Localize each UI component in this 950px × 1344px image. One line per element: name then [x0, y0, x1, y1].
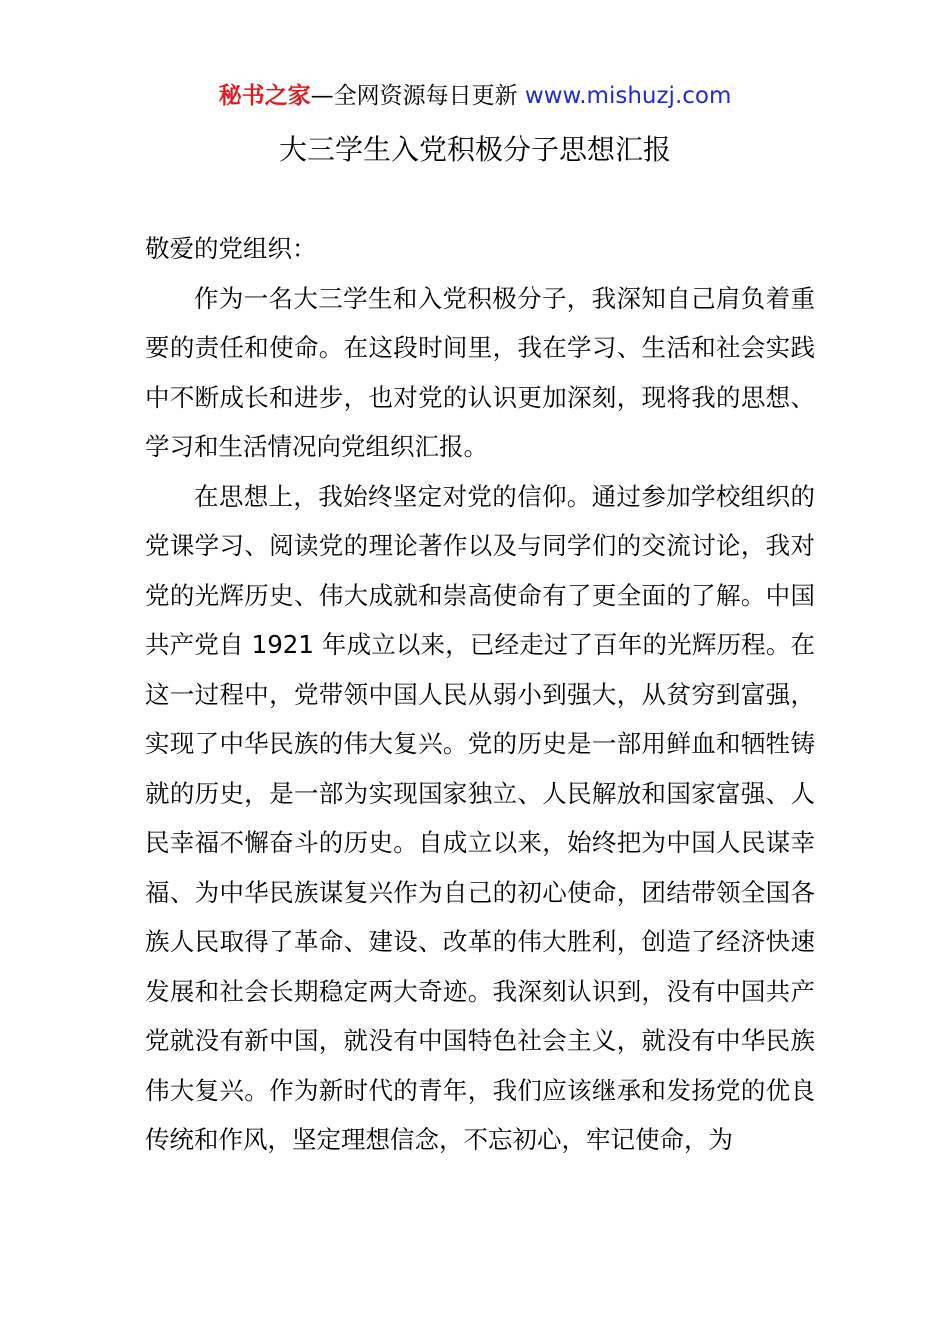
paragraph: 作为一名大三学生和入党积极分子，我深知自己肩负着重要的责任和使命。在这段时间里，我在学习、生活和社会实践中不断成长和进步，也对党的认识更加深刻，现将我的思想、学习和生活情况向党组织汇报。	[145, 283, 815, 461]
brand-name: 秘书之家	[218, 83, 311, 109]
paragraph: 在思想上，我始终坚定对党的信仰。通过参加学校组织的党课学习、阅读党的理论著作以及与同学们的交流讨论，我对党的光辉历史、伟大成就和崇高使命有了更全面的了解。中国共产党自 1921 年成立以来，已经走过了百年的光辉历程。在这一过程中，党带领中国人民从弱小到强大，从贫穷到富强，实现了中华民族的伟大复兴。党的历史是一部用鲜血和牺牲铸就的历史，是一部为实现国家独立、人民解放和国家富强、人民幸福不懈奋斗的历史。自成立以来，始终把为中国人民谋幸福、为中华民族谋复兴作为自己的初心使命，团结带领全国各族人民取得了革命、建设、改革的伟大胜利，创造了经济快速发展和社会长期稳定两大奇迹。我深刻认识到，没有中国共产党就没有新中国，就没有中国特色社会主义，就没有中华民族伟大复兴。作为新时代的青年，我们应该继承和发扬党的优良传统和作风，坚定理想信念，不忘初心，牢记使命，为	[145, 481, 815, 1154]
site-url[interactable]: www.mishuzj.com	[524, 83, 732, 109]
document-title: 大三学生入党积极分子思想汇报	[278, 133, 671, 166]
salutation: 敬爱的党组织：	[145, 234, 317, 263]
header-tagline: —全网资源每日更新	[310, 83, 518, 109]
document-body	[145, 224, 815, 1165]
site-header	[0, 80, 950, 112]
